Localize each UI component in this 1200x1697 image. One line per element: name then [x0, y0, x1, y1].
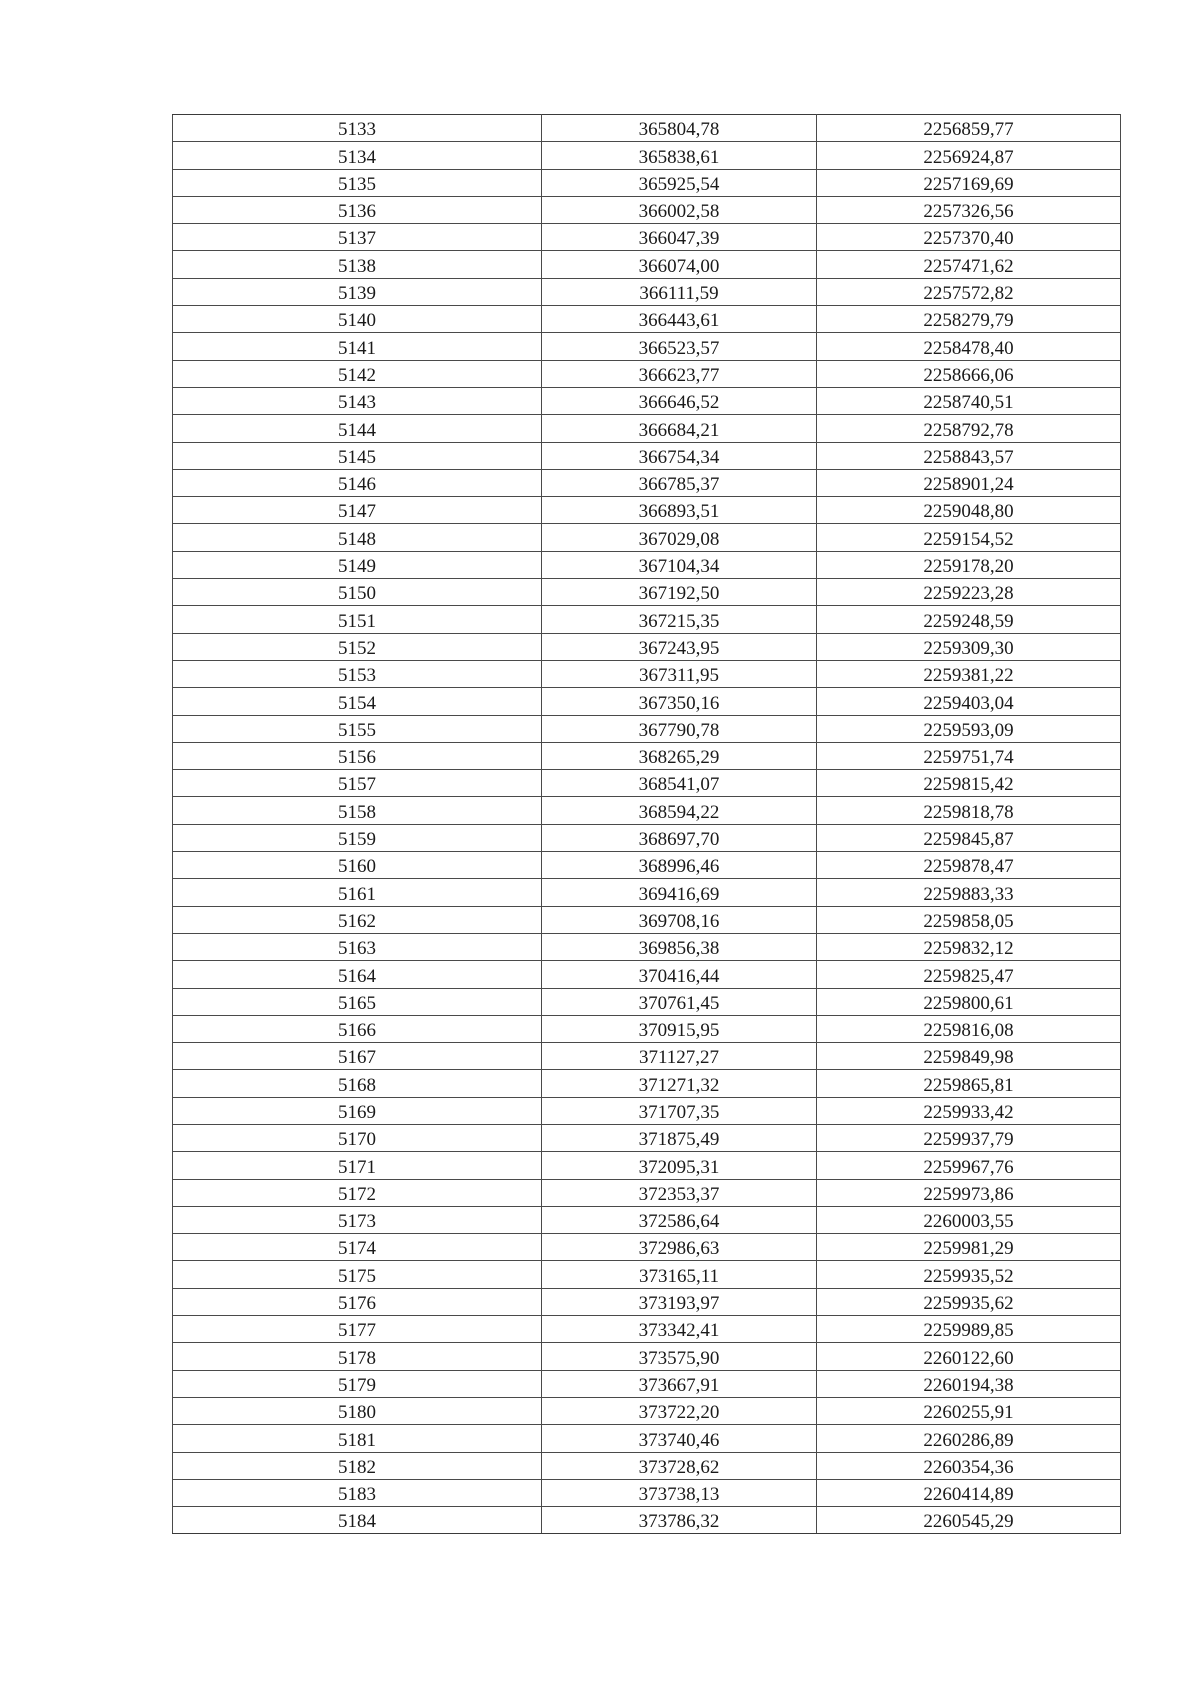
y-coordinate-cell: 2260286,89: [817, 1425, 1121, 1452]
point-number-cell: 5184: [173, 1507, 542, 1534]
point-number-cell: 5146: [173, 469, 542, 496]
point-number-cell: 5183: [173, 1479, 542, 1506]
y-coordinate-cell: 2259248,59: [817, 606, 1121, 633]
table-row: [173, 1206, 1121, 1233]
point-number-cell: 5151: [173, 606, 542, 633]
point-number-cell: 5145: [173, 442, 542, 469]
y-coordinate-cell: 2259935,52: [817, 1261, 1121, 1288]
point-number-cell: 5169: [173, 1097, 542, 1124]
x-coordinate-cell: 373575,90: [542, 1343, 817, 1370]
x-coordinate-cell: 367790,78: [542, 715, 817, 742]
table-row: [173, 115, 1121, 142]
x-coordinate-cell: 372095,31: [542, 1152, 817, 1179]
x-coordinate-cell: 366002,58: [542, 196, 817, 223]
x-coordinate-cell: 372986,63: [542, 1234, 817, 1261]
point-number-cell: 5135: [173, 169, 542, 196]
table-row: [173, 1343, 1121, 1370]
y-coordinate-cell: 2259154,52: [817, 524, 1121, 551]
table-row: [173, 169, 1121, 196]
point-number-cell: 5133: [173, 115, 542, 142]
table-row: [173, 469, 1121, 496]
table-row: [173, 1425, 1121, 1452]
y-coordinate-cell: 2260122,60: [817, 1343, 1121, 1370]
y-coordinate-cell: 2259935,62: [817, 1288, 1121, 1315]
x-coordinate-cell: 369708,16: [542, 906, 817, 933]
y-coordinate-cell: 2259751,74: [817, 742, 1121, 769]
table-row: [173, 1097, 1121, 1124]
x-coordinate-cell: 369856,38: [542, 933, 817, 960]
x-coordinate-cell: 373738,13: [542, 1479, 817, 1506]
table-row: [173, 906, 1121, 933]
table-row: [173, 278, 1121, 305]
point-number-cell: 5171: [173, 1152, 542, 1179]
x-coordinate-cell: 366893,51: [542, 497, 817, 524]
table-row: [173, 770, 1121, 797]
x-coordinate-cell: 366785,37: [542, 469, 817, 496]
x-coordinate-cell: 367104,34: [542, 551, 817, 578]
y-coordinate-cell: 2260414,89: [817, 1479, 1121, 1506]
table-row: [173, 606, 1121, 633]
x-coordinate-cell: 373722,20: [542, 1397, 817, 1424]
point-number-cell: 5141: [173, 333, 542, 360]
y-coordinate-cell: 2259381,22: [817, 660, 1121, 687]
table-row: [173, 715, 1121, 742]
point-number-cell: 5156: [173, 742, 542, 769]
y-coordinate-cell: 2259933,42: [817, 1097, 1121, 1124]
x-coordinate-cell: 372353,37: [542, 1179, 817, 1206]
table-row: [173, 1261, 1121, 1288]
point-number-cell: 5180: [173, 1397, 542, 1424]
y-coordinate-cell: 2259967,76: [817, 1152, 1121, 1179]
point-number-cell: 5162: [173, 906, 542, 933]
x-coordinate-cell: 373193,97: [542, 1288, 817, 1315]
point-number-cell: 5175: [173, 1261, 542, 1288]
point-number-cell: 5170: [173, 1124, 542, 1151]
y-coordinate-cell: 2258279,79: [817, 306, 1121, 333]
y-coordinate-cell: 2259973,86: [817, 1179, 1121, 1206]
x-coordinate-cell: 365804,78: [542, 115, 817, 142]
table-row: [173, 797, 1121, 824]
table-row: [173, 1288, 1121, 1315]
y-coordinate-cell: 2257326,56: [817, 196, 1121, 223]
y-coordinate-cell: 2258478,40: [817, 333, 1121, 360]
y-coordinate-cell: 2259981,29: [817, 1234, 1121, 1261]
y-coordinate-cell: 2259403,04: [817, 688, 1121, 715]
x-coordinate-cell: 366623,77: [542, 360, 817, 387]
x-coordinate-cell: 366111,59: [542, 278, 817, 305]
point-number-cell: 5164: [173, 961, 542, 988]
point-number-cell: 5158: [173, 797, 542, 824]
point-number-cell: 5144: [173, 415, 542, 442]
y-coordinate-cell: 2258666,06: [817, 360, 1121, 387]
point-number-cell: 5181: [173, 1425, 542, 1452]
point-number-cell: 5176: [173, 1288, 542, 1315]
y-coordinate-cell: 2258740,51: [817, 387, 1121, 414]
point-number-cell: 5174: [173, 1234, 542, 1261]
table-row: [173, 1370, 1121, 1397]
point-number-cell: 5136: [173, 196, 542, 223]
point-number-cell: 5167: [173, 1043, 542, 1070]
point-number-cell: 5140: [173, 306, 542, 333]
x-coordinate-cell: 367311,95: [542, 660, 817, 687]
y-coordinate-cell: 2259849,98: [817, 1043, 1121, 1070]
table-row: [173, 1179, 1121, 1206]
point-number-cell: 5154: [173, 688, 542, 715]
y-coordinate-cell: 2256859,77: [817, 115, 1121, 142]
x-coordinate-cell: 373728,62: [542, 1452, 817, 1479]
x-coordinate-cell: 366523,57: [542, 333, 817, 360]
table-row: [173, 579, 1121, 606]
y-coordinate-cell: 2258792,78: [817, 415, 1121, 442]
table-row: [173, 988, 1121, 1015]
y-coordinate-cell: 2259832,12: [817, 933, 1121, 960]
x-coordinate-cell: 371271,32: [542, 1070, 817, 1097]
table-row: [173, 1234, 1121, 1261]
x-coordinate-cell: 370761,45: [542, 988, 817, 1015]
x-coordinate-cell: 365838,61: [542, 142, 817, 169]
x-coordinate-cell: 373667,91: [542, 1370, 817, 1397]
table-row: [173, 961, 1121, 988]
y-coordinate-cell: 2259989,85: [817, 1316, 1121, 1343]
x-coordinate-cell: 370915,95: [542, 1015, 817, 1042]
y-coordinate-cell: 2259818,78: [817, 797, 1121, 824]
x-coordinate-cell: 368594,22: [542, 797, 817, 824]
point-number-cell: 5159: [173, 824, 542, 851]
point-number-cell: 5160: [173, 852, 542, 879]
table-row: [173, 142, 1121, 169]
x-coordinate-cell: 367192,50: [542, 579, 817, 606]
x-coordinate-cell: 366443,61: [542, 306, 817, 333]
point-number-cell: 5139: [173, 278, 542, 305]
point-number-cell: 5166: [173, 1015, 542, 1042]
point-number-cell: 5165: [173, 988, 542, 1015]
x-coordinate-cell: 373165,11: [542, 1261, 817, 1288]
table-row: [173, 1015, 1121, 1042]
point-number-cell: 5178: [173, 1343, 542, 1370]
y-coordinate-cell: 2259883,33: [817, 879, 1121, 906]
x-coordinate-cell: 372586,64: [542, 1206, 817, 1233]
y-coordinate-cell: 2258901,24: [817, 469, 1121, 496]
x-coordinate-cell: 365925,54: [542, 169, 817, 196]
x-coordinate-cell: 373342,41: [542, 1316, 817, 1343]
coordinates-table: [172, 114, 1121, 1534]
y-coordinate-cell: 2259858,05: [817, 906, 1121, 933]
table-row: [173, 1479, 1121, 1506]
coordinates-table-body: [173, 115, 1121, 1534]
point-number-cell: 5134: [173, 142, 542, 169]
table-row: [173, 306, 1121, 333]
y-coordinate-cell: 2260194,38: [817, 1370, 1121, 1397]
point-number-cell: 5137: [173, 224, 542, 251]
table-row: [173, 524, 1121, 551]
table-row: [173, 852, 1121, 879]
x-coordinate-cell: 366646,52: [542, 387, 817, 414]
table-row: [173, 1452, 1121, 1479]
table-row: [173, 387, 1121, 414]
point-number-cell: 5179: [173, 1370, 542, 1397]
point-number-cell: 5153: [173, 660, 542, 687]
point-number-cell: 5173: [173, 1206, 542, 1233]
x-coordinate-cell: 368996,46: [542, 852, 817, 879]
point-number-cell: 5138: [173, 251, 542, 278]
table-row: [173, 742, 1121, 769]
point-number-cell: 5147: [173, 497, 542, 524]
y-coordinate-cell: 2257370,40: [817, 224, 1121, 251]
x-coordinate-cell: 368265,29: [542, 742, 817, 769]
table-row: [173, 1124, 1121, 1151]
x-coordinate-cell: 373786,32: [542, 1507, 817, 1534]
x-coordinate-cell: 370416,44: [542, 961, 817, 988]
y-coordinate-cell: 2260354,36: [817, 1452, 1121, 1479]
y-coordinate-cell: 2259309,30: [817, 633, 1121, 660]
table-row: [173, 933, 1121, 960]
point-number-cell: 5177: [173, 1316, 542, 1343]
table-row: [173, 633, 1121, 660]
y-coordinate-cell: 2260255,91: [817, 1397, 1121, 1424]
x-coordinate-cell: 368541,07: [542, 770, 817, 797]
x-coordinate-cell: 373740,46: [542, 1425, 817, 1452]
point-number-cell: 5148: [173, 524, 542, 551]
x-coordinate-cell: 367350,16: [542, 688, 817, 715]
point-number-cell: 5172: [173, 1179, 542, 1206]
y-coordinate-cell: 2257572,82: [817, 278, 1121, 305]
table-row: [173, 1397, 1121, 1424]
x-coordinate-cell: 366684,21: [542, 415, 817, 442]
y-coordinate-cell: 2259865,81: [817, 1070, 1121, 1097]
x-coordinate-cell: 369416,69: [542, 879, 817, 906]
table-row: [173, 1070, 1121, 1097]
x-coordinate-cell: 366074,00: [542, 251, 817, 278]
x-coordinate-cell: 367243,95: [542, 633, 817, 660]
table-row: [173, 224, 1121, 251]
table-row: [173, 442, 1121, 469]
x-coordinate-cell: 366047,39: [542, 224, 817, 251]
point-number-cell: 5182: [173, 1452, 542, 1479]
point-number-cell: 5163: [173, 933, 542, 960]
point-number-cell: 5161: [173, 879, 542, 906]
point-number-cell: 5155: [173, 715, 542, 742]
y-coordinate-cell: 2257471,62: [817, 251, 1121, 278]
y-coordinate-cell: 2259845,87: [817, 824, 1121, 851]
y-coordinate-cell: 2259800,61: [817, 988, 1121, 1015]
x-coordinate-cell: 371707,35: [542, 1097, 817, 1124]
x-coordinate-cell: 368697,70: [542, 824, 817, 851]
y-coordinate-cell: 2259593,09: [817, 715, 1121, 742]
x-coordinate-cell: 367215,35: [542, 606, 817, 633]
table-row: [173, 333, 1121, 360]
point-number-cell: 5157: [173, 770, 542, 797]
table-row: [173, 251, 1121, 278]
point-number-cell: 5168: [173, 1070, 542, 1097]
x-coordinate-cell: 366754,34: [542, 442, 817, 469]
table-row: [173, 196, 1121, 223]
table-row: [173, 360, 1121, 387]
table-row: [173, 1043, 1121, 1070]
y-coordinate-cell: 2260545,29: [817, 1507, 1121, 1534]
table-row: [173, 497, 1121, 524]
y-coordinate-cell: 2259223,28: [817, 579, 1121, 606]
table-row: [173, 1152, 1121, 1179]
table-row: [173, 415, 1121, 442]
table-row: [173, 660, 1121, 687]
y-coordinate-cell: 2256924,87: [817, 142, 1121, 169]
x-coordinate-cell: 367029,08: [542, 524, 817, 551]
y-coordinate-cell: 2259178,20: [817, 551, 1121, 578]
x-coordinate-cell: 371127,27: [542, 1043, 817, 1070]
point-number-cell: 5152: [173, 633, 542, 660]
y-coordinate-cell: 2259815,42: [817, 770, 1121, 797]
y-coordinate-cell: 2258843,57: [817, 442, 1121, 469]
y-coordinate-cell: 2257169,69: [817, 169, 1121, 196]
point-number-cell: 5143: [173, 387, 542, 414]
x-coordinate-cell: 371875,49: [542, 1124, 817, 1151]
point-number-cell: 5149: [173, 551, 542, 578]
y-coordinate-cell: 2259878,47: [817, 852, 1121, 879]
table-row: [173, 688, 1121, 715]
y-coordinate-cell: 2259816,08: [817, 1015, 1121, 1042]
table-row: [173, 1316, 1121, 1343]
table-row: [173, 879, 1121, 906]
table-row: [173, 824, 1121, 851]
table-row: [173, 551, 1121, 578]
point-number-cell: 5150: [173, 579, 542, 606]
y-coordinate-cell: 2259048,80: [817, 497, 1121, 524]
y-coordinate-cell: 2260003,55: [817, 1206, 1121, 1233]
table-row: [173, 1507, 1121, 1534]
point-number-cell: 5142: [173, 360, 542, 387]
y-coordinate-cell: 2259937,79: [817, 1124, 1121, 1151]
y-coordinate-cell: 2259825,47: [817, 961, 1121, 988]
